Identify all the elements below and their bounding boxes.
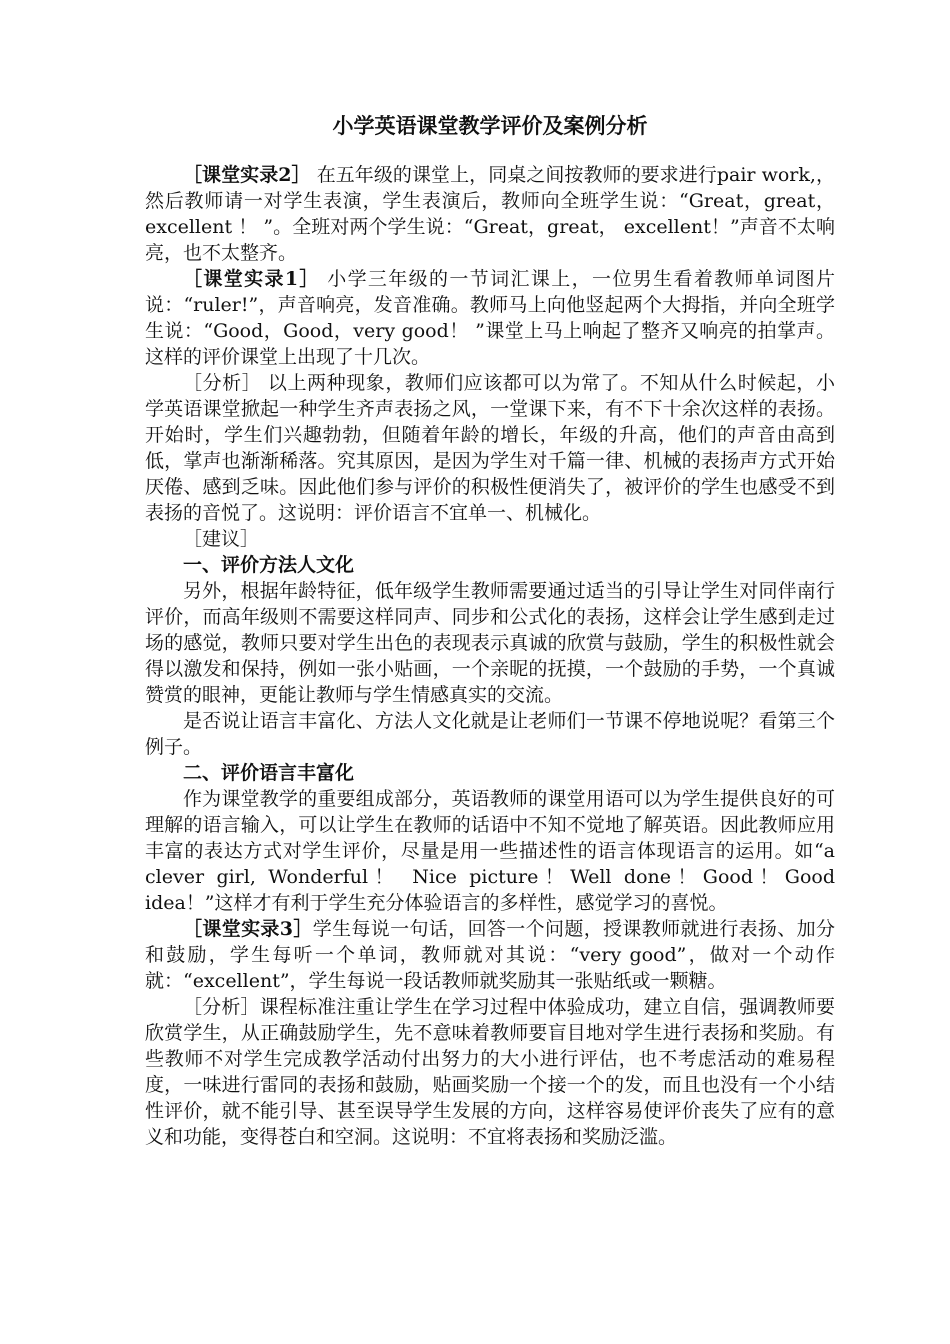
- paragraph-language: 作为课堂教学的重要组成部分，英语教师的课堂用语可以为学生提供良好的可理解的语言输入，可以让学生在教师的话语中不知不觉地了解英语。因此教师应用丰富的表达方式对学生评价，尽量是用一些描述性的语言体现语言的运用。如“a clever girl, Wonderful！ Nice picture！Well done！Good！Good idea！”这样才有利于学生充分体验语言的多样性，感觉学习的喜悦。: [145, 788, 835, 914]
- paragraph-analysis-1: ［分析］ 以上两种现象，教师们应该都可以为常了。不知从什么时候起，小学英语课堂掀起一种学生齐声表扬之风，一堂课下来，有不下十余次这样的表扬。开始时，学生们兴趣勃勃，但随着年龄的增长，年级的升高，他们的声音由高到低，掌声也渐渐稀落。究其原因，是因为学生对千篇一律、机械的表扬声方式开始厌倦、感到乏味。因此他们参与评价的积极性便消失了，被评价的学生也感受不到表扬的音悦了。这说明：评价语言不宜单一、机械化。: [145, 372, 835, 524]
- section-heading-1: 一、评价方法人文化: [183, 554, 355, 576]
- paragraph-text: 小学三年级的一节词汇课上，一位男生看着教师单词图片说：“ruler!”，声音响亮，发音准确。教师马上向他竖起两个大拇指，并向全班学生说：“Good，Good，very good！ ”课堂上马上响起了整齐又响亮的拍掌声。这样的评价课堂上出现了十几次。: [145, 268, 835, 368]
- paragraph-text: 学生每说一句话，回答一个问题，授课教师就进行表扬、加分和鼓励，学生每听一个单词，教师就对其说：“very good”，做对一个动作就：“excellent”，学生每说一段话教师就奖励其一张贴纸或一颗糖。: [145, 918, 835, 992]
- record-label: ［课堂实录3］: [183, 918, 313, 940]
- paragraph-text: 在五年级的课堂上，同桌之间按教师的要求进行pair work,，然后教师请一对学生表演，学生表演后，教师向全班学生说：“Great，great，excellent ！ ”。全班对两个学生说：“Great，great， excellent！”声音不太响亮，也不太整齐。: [145, 164, 835, 264]
- paragraph-question: 是否说让语言丰富化、方法人文化就是让老师们一节课不停地说呢？看第三个例子。: [145, 710, 835, 758]
- record-label: ［课堂实录2］: [183, 164, 311, 186]
- paragraph-suggestion-label: ［建议］: [183, 528, 260, 550]
- paragraph-record-2: [145, 162, 835, 266]
- section-heading-2: 二、评价语言丰富化: [183, 762, 355, 784]
- document-page: [145, 112, 835, 1150]
- paragraph-record-3: [145, 916, 835, 994]
- page-title: 小学英语课堂教学评价及案例分析: [332, 114, 648, 138]
- paragraph-analysis-3: ［分析］课程标准注重让学生在学习过程中体验成功，建立自信，强调教师要欣赏学生，从正确鼓励学生，先不意味着教师要盲目地对学生进行表扬和奖励。有些教师不对学生完成教学活动付出努力的大小进行评估，也不考虑活动的难易程度，一味进行雷同的表扬和鼓励，贴画奖励一个接一个的发，而且也没有一个小结性评价，就不能引导、甚至误导学生发展的方向，这样容易使评价丧失了应有的意义和功能，变得苍白和空洞。这说明：不宜将表扬和奖励泛滥。: [145, 996, 835, 1148]
- paragraph-record-1: [145, 266, 835, 370]
- paragraph-method: 另外，根据年龄特征，低年级学生教师需要通过适当的引导让学生对同伴南行评价，而高年级则不需要这样同声、同步和公式化的表扬，这样会让学生感到走过场的感觉，教师只要对学生出色的表现表示真诚的欣赏与鼓励，学生的积极性就会得以激发和保持，例如一张小贴画，一个亲昵的抚摸，一个鼓励的手势，一个真诚赞赏的眼神，更能让教师与学生情感真实的交流。: [145, 580, 835, 706]
- record-label: ［课堂实录1］: [183, 268, 320, 290]
